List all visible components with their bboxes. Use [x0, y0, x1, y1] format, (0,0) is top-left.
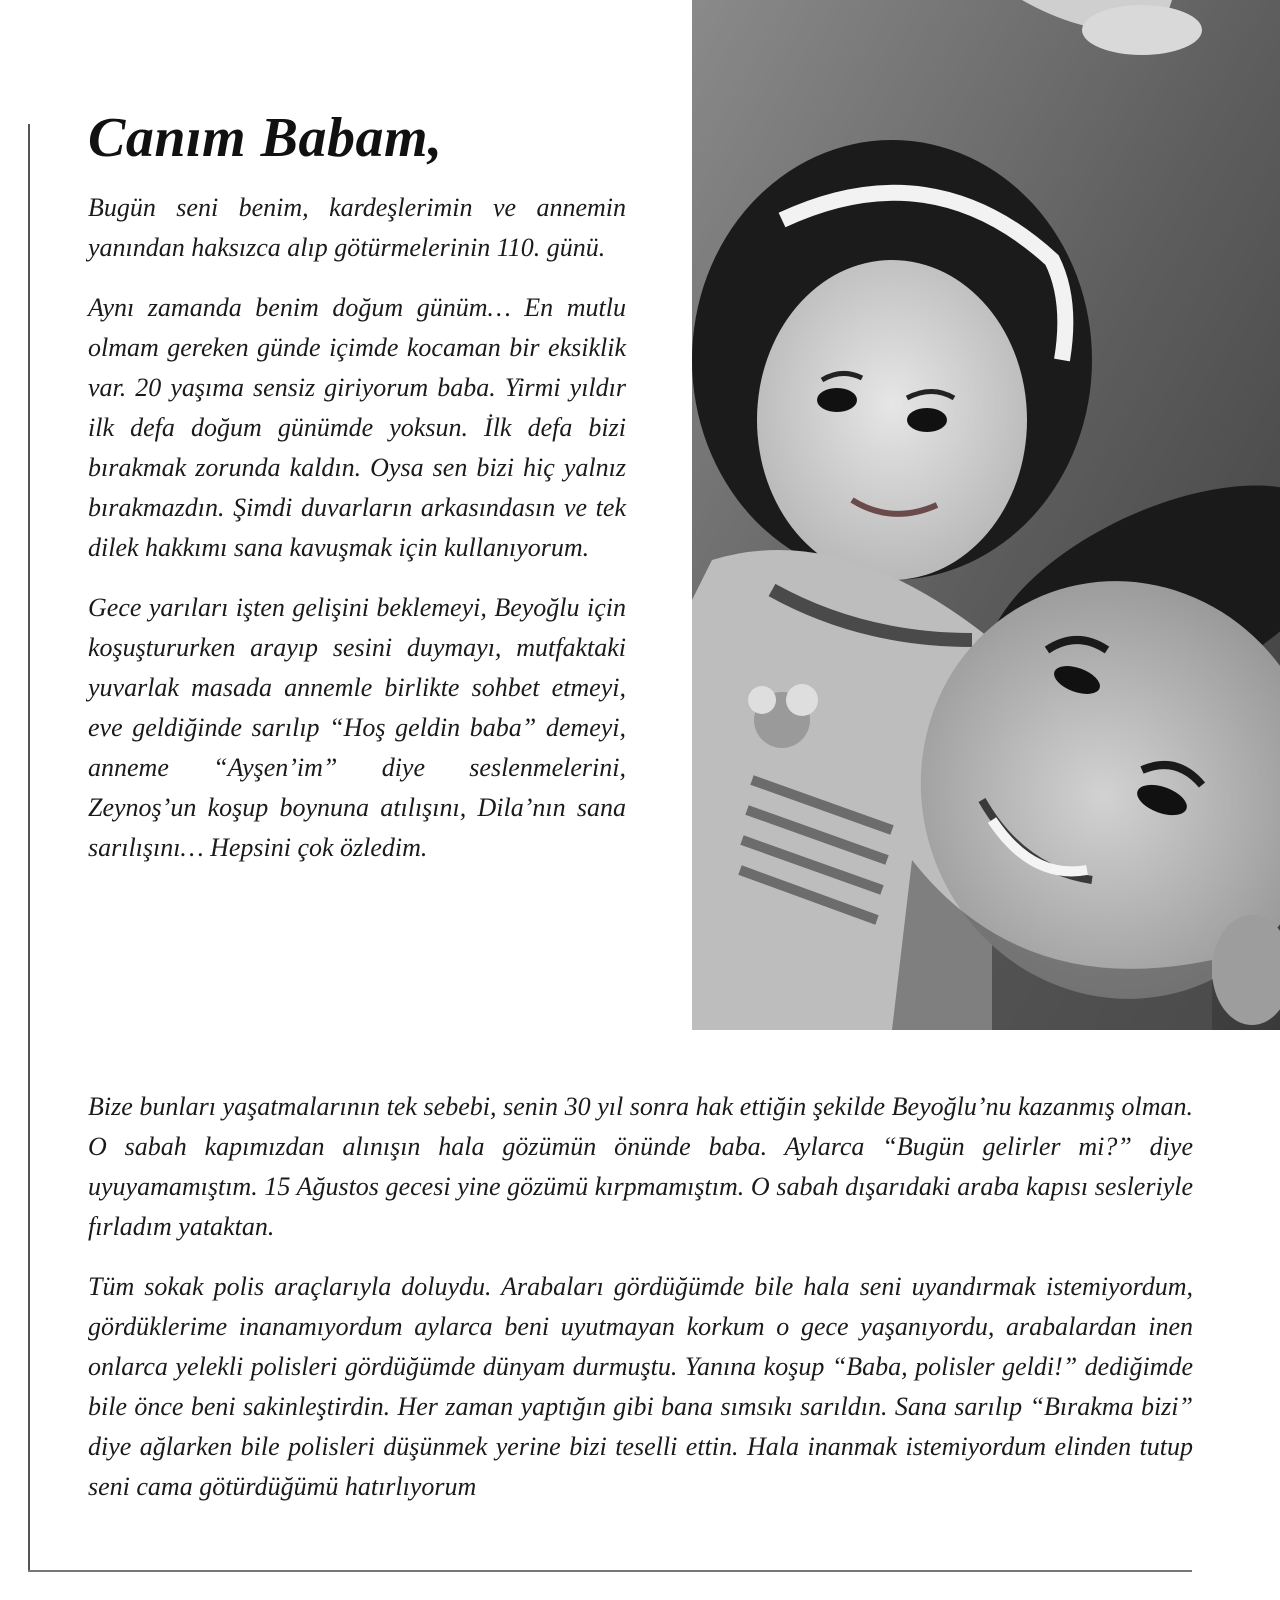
column-text	[88, 188, 626, 888]
letter-title: Canım Babam,	[88, 107, 443, 169]
paragraph-5: Tüm sokak polis araçlarıyla doluydu. Arabaları gördüğümde bile hala seni uyandırmak istemiyordum, gördüklerime inanamıyordum aylarca beni uyutmayan korkum o gece yaşanıyordu, arabalardan inen onlarca yelekli polisleri gördüğümde dünyam durmuştu. Yanına koşup “Baba, polisler geldi!” dediğimde bile önce beni sakinleştirdin. Her zaman yaptığın gibi bana sımsıkı sarıldın. Sana sarılıp “Bırakma bizi” diye ağlarken bile polisleri düşünmek yerine bizi teselli ettin. Hala inanmak istemiyordum elinden tutup seni cama götürdüğümü hatırlıyorum	[88, 1272, 1193, 1501]
full-width-text	[88, 1087, 1193, 1527]
paragraph-3: Gece yarıları işten gelişini beklemeyi, Beyoğlu için koşuştururken arayıp sesini duymayı, mutfaktaki yuvarlak masada annemle birlikte sohbet etmeyi, eve geldiğinde sarılıp “Hoş geldin baba” demeyi, anneme “Ayşen’im” diye seslenmelerini, Zeynoş’un koşup boynuna atılışını, Dila’nın sana sarılışını… Hepsini çok özledim.	[88, 593, 626, 862]
paragraph-2: Aynı zamanda benim doğum günüm… En mutlu olmam gereken günde içimde kocaman bir eksiklik var. 20 yaşıma sensiz giriyorum baba. Yirmi yıldır ilk defa doğum günümde yoksun. İlk defa bizi bırakmak zorunda kaldın. Oysa sen bizi hiç yalnız bırakmazdın. Şimdi duvarların arkasındasın ve tek dilek hakkımı sana kavuşmak için kullanıyorum.	[88, 293, 626, 562]
paragraph-4: Bize bunları yaşatmalarının tek sebebi, senin 30 yıl sonra hak ettiğin şekilde Beyoğlu’nu kazanmış olman. O sabah kapımızdan alınışın hala gözümün önünde baba. Aylarca “Bugün gelirler mi?” diye uyuyamamıştım. 15 Ağustos gecesi yine gözümü kırpmamıştım. O sabah dışarıdaki araba kapısı sesleriyle fırladım yataktan.	[88, 1092, 1193, 1241]
bottom-border-rule	[28, 1570, 1192, 1572]
family-photo	[692, 0, 1280, 1030]
left-border-rule	[28, 124, 30, 1572]
paragraph-1: Bugün seni benim, kardeşlerimin ve annemin yanından haksızca alıp götürmelerinin 110. günü.	[88, 193, 626, 262]
